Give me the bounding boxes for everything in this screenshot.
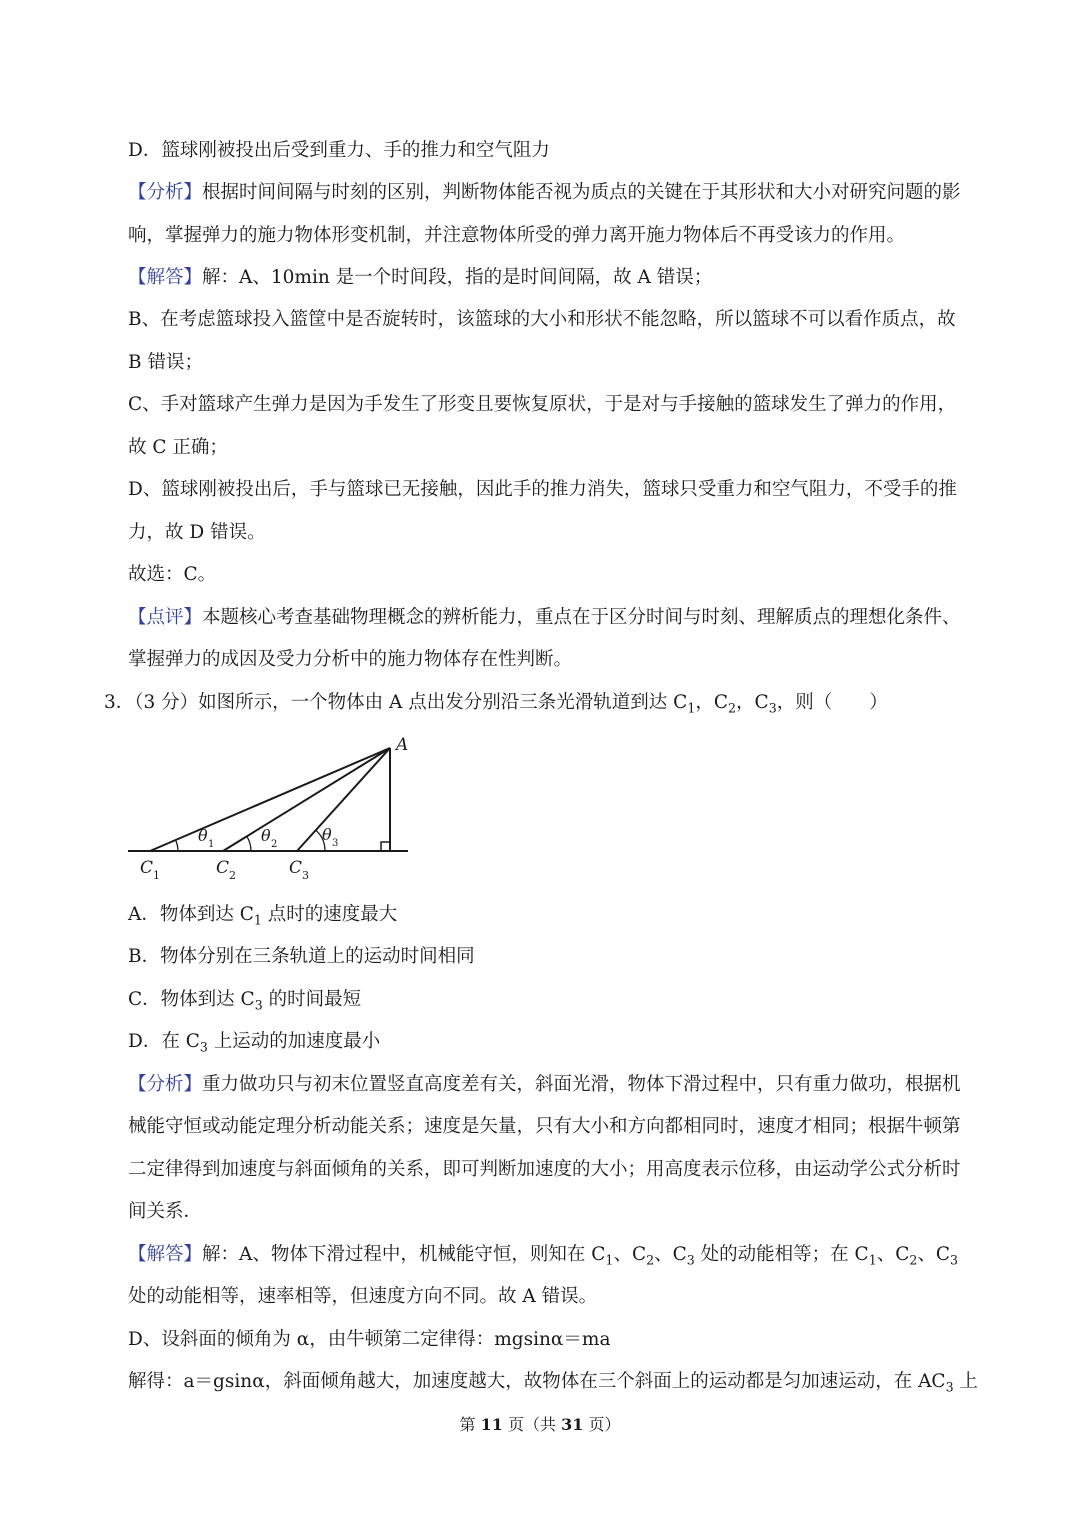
incline-diagram xyxy=(120,728,420,888)
label-theta1-sub: 1 xyxy=(208,839,215,850)
label-c2-sub: 2 xyxy=(229,869,236,882)
analysis-paragraph xyxy=(128,180,961,206)
analysis-line-1: 根据时间间隔与时刻的区别，判断物体能否视为质点的关键在于其形状和大小对研究问题的影 xyxy=(202,182,961,203)
option-text: C．物体到达 C xyxy=(128,989,255,1010)
solution-text: 上 xyxy=(953,1371,978,1392)
comment-paragraph xyxy=(128,605,961,631)
label-c2: C xyxy=(216,858,230,878)
label-c1: C xyxy=(140,858,154,878)
solution-sub: 3 xyxy=(950,1252,959,1268)
comment-tag: 【点评】 xyxy=(128,607,203,628)
stem-sep: ，C xyxy=(695,692,729,713)
question-3-stem xyxy=(104,690,888,716)
solution-c-line-2: 故 C 正确； xyxy=(128,437,228,458)
solution-tag: 【解答】 xyxy=(128,267,203,288)
label-theta2: θ xyxy=(261,826,271,845)
stem-sub-2: 2 xyxy=(728,700,737,716)
solution-b-line-2: B 错误； xyxy=(128,352,203,373)
q3-option-b: B．物体分别在三条轨道上的运动时间相同 xyxy=(128,946,475,967)
angle-arc-2 xyxy=(247,836,251,851)
solution-text: 处的动能相等；在 C xyxy=(694,1244,869,1265)
solution-sub: 2 xyxy=(646,1252,655,1268)
q3-analysis-line-3: 二定律得到加速度与斜面倾角的关系，即可判断加速度的大小；用高度表示位移，由运动学公式分析时 xyxy=(128,1159,961,1180)
q3-solution-line-2: 处的动能相等，速率相等，但速度方向不同。故 A 错误。 xyxy=(128,1286,598,1307)
stem-sep: ，C xyxy=(736,692,769,713)
solution-sub: 3 xyxy=(686,1252,695,1268)
footer-text: 第 xyxy=(459,1415,481,1434)
solution-tag: 【解答】 xyxy=(128,1244,203,1265)
total-pages: 31 xyxy=(561,1415,584,1434)
current-page-number: 11 xyxy=(480,1415,503,1434)
solution-text: 解：A、物体下滑过程中，机械能守恒，则知在 C xyxy=(202,1244,606,1265)
analysis-line-2: 响，掌握弹力的施力物体形变机制，并注意物体所受的弹力离开施力物体后不再受该力的作用。 xyxy=(128,225,906,246)
q3-option-d xyxy=(128,1029,380,1055)
label-theta3: θ xyxy=(322,825,332,844)
comment-line-2: 掌握弹力的成因及受力分析中的施力物体存在性判断。 xyxy=(128,649,573,670)
stem-text: 3．（3 分）如图所示，一个物体由 A 点出发分别沿三条光滑轨道到达 C xyxy=(104,692,688,713)
option-text: 点时的速度最大 xyxy=(261,904,398,925)
solution-sub: 1 xyxy=(868,1252,877,1268)
option-text: 的时间最短 xyxy=(262,989,362,1010)
analysis-tag: 【分析】 xyxy=(128,182,203,203)
q3-option-a xyxy=(128,902,397,928)
stem-sub-1: 1 xyxy=(687,700,696,716)
label-theta3-sub: 3 xyxy=(332,838,339,849)
label-theta1: θ xyxy=(198,826,208,845)
solution-sep: 、C xyxy=(876,1244,910,1265)
analysis-tag: 【分析】 xyxy=(128,1074,203,1095)
footer-text: 页（共 xyxy=(502,1415,562,1434)
solution-sep: 、C xyxy=(654,1244,687,1265)
q3-analysis-paragraph xyxy=(128,1072,961,1098)
q3-solution-d-line-1: D、设斜面的倾角为 α，由牛顿第二定律得：mgsinα＝ma xyxy=(128,1329,611,1350)
solution-b-line-1: B、在考虑篮球投入篮筐中是否旋转时，该篮球的大小和形状不能忽略，所以篮球不可以看作质点，故 xyxy=(128,309,956,330)
label-theta2-sub: 2 xyxy=(271,839,278,850)
solution-text: 解得：a＝gsinα，斜面倾角越大，加速度越大，故物体在三个斜面上的运动都是匀加速运动，在 AC xyxy=(128,1371,946,1392)
option-sub: 3 xyxy=(254,997,263,1013)
stem-text-end: ，则（ ） xyxy=(776,692,888,713)
track-ac3 xyxy=(297,748,390,851)
solution-sep: 、C xyxy=(613,1244,647,1265)
label-a: A xyxy=(396,735,409,755)
option-text: D．在 C xyxy=(128,1031,200,1052)
q3-option-c xyxy=(128,987,361,1013)
solution-d-line-1: D、篮球刚被投出后，手与篮球已无接触，因此手的推力消失，篮球只受重力和空气阻力，不受手的推 xyxy=(128,479,957,500)
solution-sub: 1 xyxy=(605,1252,614,1268)
page-footer xyxy=(0,1414,1080,1436)
option-sub: 1 xyxy=(253,912,262,928)
solution-d-line-2: 力，故 D 错误。 xyxy=(128,522,266,543)
track-ac2 xyxy=(223,748,390,851)
q3-analysis-line-2: 械能守恒或动能定理分析动能关系；速度是矢量，只有大小和方向都相同时，速度才相同；根据牛顿第 xyxy=(128,1116,961,1137)
stem-sub-3: 3 xyxy=(768,700,777,716)
label-c3: C xyxy=(289,858,303,878)
label-c3-sub: 3 xyxy=(302,869,309,882)
solution-paragraph xyxy=(128,265,712,291)
angle-arc-1 xyxy=(176,840,178,851)
option-d-text: D．篮球刚被投出后受到重力、手的推力和空气阻力 xyxy=(128,140,550,161)
solution-sub: 3 xyxy=(945,1379,954,1395)
analysis-line-1: 重力做功只与初末位置竖直高度差有关，斜面光滑，物体下滑过程中，只有重力做功，根据机 xyxy=(202,1074,961,1095)
solution-c-line-1: C、手对篮球产生弹力是因为手发生了形变且要恢复原状，于是对与手接触的篮球发生了弹力的作用， xyxy=(128,394,957,415)
q3-solution-paragraph xyxy=(128,1242,958,1268)
label-c1-sub: 1 xyxy=(153,869,160,882)
answer-choice: 故选：C。 xyxy=(128,564,217,585)
solution-line-1: 解：A、10min 是一个时间段，指的是时间间隔，故 A 错误； xyxy=(202,267,713,288)
q3-analysis-line-4: 间关系． xyxy=(128,1201,203,1222)
solution-sub: 2 xyxy=(909,1252,918,1268)
solution-sep: 、C xyxy=(917,1244,951,1265)
option-text: 上运动的加速度最小 xyxy=(207,1031,381,1052)
right-angle-mark xyxy=(381,842,390,851)
comment-line-1: 本题核心考查基础物理概念的辨析能力，重点在于区分时间与时刻、理解质点的理想化条件、 xyxy=(202,607,961,628)
option-text: A．物体到达 C xyxy=(128,904,254,925)
footer-text: 页） xyxy=(583,1415,621,1434)
q3-solution-d-line-2 xyxy=(128,1369,978,1395)
option-sub: 3 xyxy=(199,1039,208,1055)
